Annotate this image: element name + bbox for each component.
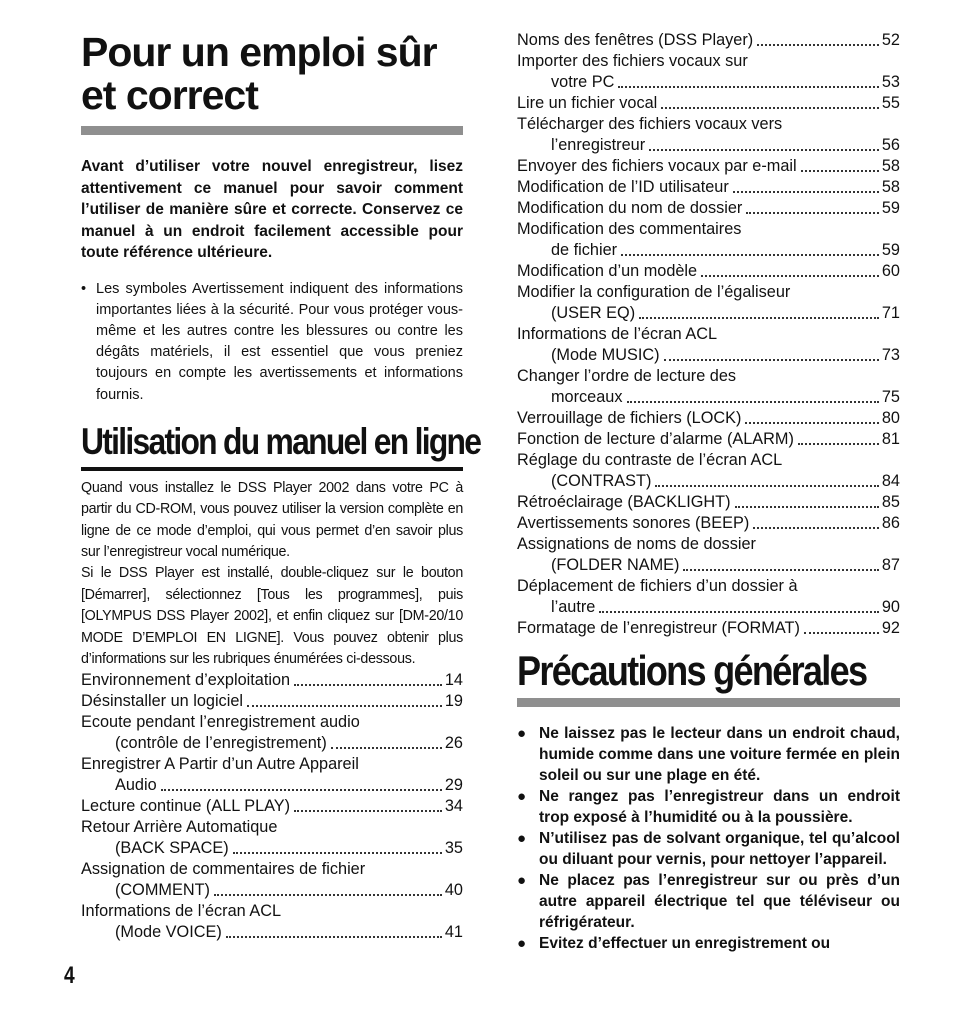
toc-leader-dots	[294, 684, 442, 686]
toc-entry	[517, 387, 900, 408]
toc-entry-page: 29	[444, 776, 463, 795]
toc-entry-page: 41	[444, 923, 463, 942]
toc-entry-page: 56	[881, 136, 900, 154]
toc-leader-dots	[331, 747, 442, 749]
right-column	[517, 0, 900, 954]
toc-leader-dots	[733, 191, 879, 193]
toc-entry-title: Avertissements sonores (BEEP)	[517, 514, 750, 532]
toc-entry-page: 59	[881, 241, 900, 259]
toc-entry	[517, 513, 900, 534]
toc-entry-title: Assignations de noms de dossier	[517, 535, 756, 553]
toc-leader-dots	[294, 810, 442, 812]
precautions-list	[517, 723, 900, 954]
toc-entry-title: Retour Arrière Automatique	[81, 818, 278, 837]
toc-leader-dots	[798, 443, 879, 445]
toc-leader-dots	[161, 789, 442, 791]
safety-warning-note	[81, 279, 463, 406]
toc-entry-page: 52	[881, 31, 900, 49]
toc-leader-dots	[649, 149, 879, 151]
toc-entry-page: 60	[881, 262, 900, 280]
toc-entry-title: Lire un fichier vocal	[517, 94, 658, 112]
precaution-item	[517, 723, 900, 786]
toc-entry	[517, 198, 900, 219]
toc-entry	[517, 51, 900, 72]
precaution-text: Ne laissez pas le lecteur dans un endroit chaud, humide comme dans une voiture fermée en plein soleil ou sur une plage en été.	[539, 725, 900, 784]
toc-entry-title: Assignation de commentaires de fichier	[81, 860, 366, 879]
toc-entry-title: Modifier la configuration de l’égaliseur	[517, 283, 791, 301]
toc-entry-page: 90	[881, 598, 900, 616]
safety-title-bar	[81, 126, 463, 135]
toc-entry-title: de fichier	[551, 241, 618, 259]
toc-entry-page: 75	[881, 388, 900, 406]
toc-entry-page: 40	[444, 881, 463, 900]
toc-entry-page: 58	[881, 157, 900, 175]
toc-entry	[81, 712, 463, 733]
toc-entry-page: 35	[444, 839, 463, 858]
toc-entry	[517, 492, 900, 513]
toc-entry	[517, 135, 900, 156]
precaution-item	[517, 933, 900, 954]
toc-entry-title: (FOLDER NAME)	[551, 556, 680, 574]
toc-entry-title: Rétroéclairage (BACKLIGHT)	[517, 493, 731, 511]
toc-entry	[517, 240, 900, 261]
toc-entry-page: 71	[881, 304, 900, 322]
toc-entry-title: (CONTRAST)	[551, 472, 652, 490]
toc-entry-title: Formatage de l’enregistreur (FORMAT)	[517, 619, 800, 637]
toc-entry	[517, 450, 900, 471]
toc-leader-dots	[804, 632, 879, 634]
toc-entry	[517, 429, 900, 450]
toc-entry-title: Importer des fichiers vocaux sur	[517, 52, 748, 70]
toc-entry-title: Déplacement de fichiers d’un dossier à	[517, 577, 798, 595]
toc-entry-page: 59	[881, 199, 900, 217]
toc-entry-title: (COMMENT)	[115, 881, 210, 900]
toc-entry-title: votre PC	[551, 73, 615, 91]
toc-entry	[517, 261, 900, 282]
toc-entry	[517, 177, 900, 198]
toc-entry	[517, 114, 900, 135]
toc-entry-title: Lecture continue (ALL PLAY)	[81, 797, 291, 816]
toc-entry	[517, 534, 900, 555]
toc-leader-dots	[655, 485, 878, 487]
toc-entry	[517, 471, 900, 492]
toc-entry-title: Informations de l’écran ACL	[517, 325, 718, 343]
toc-leader-dots	[226, 936, 442, 938]
toc-entry	[81, 670, 463, 691]
toc-entry-title: morceaux	[551, 388, 623, 406]
precaution-item	[517, 870, 900, 933]
toc-entry-title: Télécharger des fichiers vocaux vers	[517, 115, 783, 133]
toc-entry-title: Enregistrer A Partir d’un Autre Appareil	[81, 755, 359, 774]
toc-entry	[517, 555, 900, 576]
precautions-title-bar	[517, 698, 900, 707]
toc-entry	[81, 838, 463, 859]
toc-entry	[81, 691, 463, 712]
toc-entry-title: Modification des commentaires	[517, 220, 742, 238]
toc-entry-title: Réglage du contraste de l’écran ACL	[517, 451, 783, 469]
toc-entry-page: 87	[881, 556, 900, 574]
precaution-item	[517, 828, 900, 870]
toc-list-left	[81, 670, 463, 943]
toc-entry	[517, 219, 900, 240]
toc-entry	[517, 282, 900, 303]
toc-leader-dots	[746, 212, 879, 214]
toc-leader-dots	[683, 569, 878, 571]
toc-entry	[81, 733, 463, 754]
toc-entry-page: 81	[881, 430, 900, 448]
toc-entry	[81, 775, 463, 796]
toc-entry-title: Envoyer des fichiers vocaux par e-mail	[517, 157, 797, 175]
toc-leader-dots	[618, 86, 879, 88]
toc-entry-title: Noms des fenêtres (DSS Player)	[517, 31, 754, 49]
toc-list-right	[517, 30, 900, 639]
toc-entry-title: (Mode VOICE)	[115, 923, 222, 942]
toc-entry-title: Ecoute pendant l’enregistrement audio	[81, 713, 360, 732]
toc-entry-title: Modification d’un modèle	[517, 262, 698, 280]
toc-leader-dots	[664, 359, 879, 361]
safety-title-line2: et correct	[81, 72, 258, 118]
toc-entry-page: 53	[881, 73, 900, 91]
page-number: 4	[64, 962, 75, 989]
toc-entry-title: (BACK SPACE)	[115, 839, 229, 858]
toc-leader-dots	[627, 401, 879, 403]
toc-entry	[517, 345, 900, 366]
toc-entry-page: 84	[881, 472, 900, 490]
toc-entry	[517, 156, 900, 177]
online-manual-title: Utilisation du manuel en ligne	[81, 420, 481, 462]
toc-entry-page: 86	[881, 514, 900, 532]
bullet-mark: •	[81, 280, 87, 297]
safety-title	[81, 31, 463, 117]
toc-leader-dots	[247, 705, 442, 707]
bullet-dot-icon: ●	[517, 872, 527, 889]
toc-entry-title: Verrouillage de fichiers (LOCK)	[517, 409, 742, 427]
toc-leader-dots	[753, 527, 879, 529]
toc-entry-title: Modification de l’ID utilisateur	[517, 178, 729, 196]
toc-entry-title: (USER EQ)	[551, 304, 636, 322]
online-para-2: Si le DSS Player est installé, double-cliquez sur le bouton [Démarrer], sélectionnez [Tous les programmes], puis [OLYMPUS DSS Player 2002], et enfin cliquez sur [DM-20/10 MODE D’EMPLOI EN LIGNE]. Vous pouvez obtenir plus d’informations sur les rubriques énumérées ci-dessous.	[81, 565, 463, 667]
toc-entry-title: (contrôle de l’enregistrement)	[115, 734, 327, 753]
toc-entry-title: l’enregistreur	[551, 136, 646, 154]
toc-entry-page: 85	[881, 493, 900, 511]
toc-entry	[81, 796, 463, 817]
toc-entry-page: 14	[444, 671, 463, 690]
bullet-dot-icon: ●	[517, 725, 527, 742]
toc-entry	[81, 859, 463, 880]
precaution-text: Ne placez pas l’enregistreur sur ou près d’un autre appareil électrique tel que téléviseur ou réfrigérateur.	[539, 872, 900, 931]
toc-entry-page: 26	[444, 734, 463, 753]
toc-entry-title: Modification du nom de dossier	[517, 199, 743, 217]
toc-entry-title: (Mode MUSIC)	[551, 346, 660, 364]
toc-entry	[517, 576, 900, 597]
toc-entry-page: 58	[881, 178, 900, 196]
safety-intro: Avant d’utiliser votre nouvel enregistreur, lisez attentivement ce manuel pour savoir comment l’utiliser de manière sûre et correcte. Conservez ce manuel à un endroit facilement accessible pour toute référence ultérieure.	[81, 158, 463, 261]
precaution-text: N’utilisez pas de solvant organique, tel qu’alcool ou diluant pour vernis, pour nettoyer l’appareil.	[539, 830, 900, 868]
toc-entry-page: 34	[444, 797, 463, 816]
left-column	[81, 0, 481, 943]
toc-entry-page: 73	[881, 346, 900, 364]
precaution-text: Evitez d’effectuer un enregistrement ou	[539, 935, 831, 952]
toc-entry-title: Désinstaller un logiciel	[81, 692, 243, 711]
toc-leader-dots	[701, 275, 879, 277]
bullet-dot-icon: ●	[517, 788, 527, 805]
toc-entry	[517, 408, 900, 429]
precaution-item	[517, 786, 900, 828]
toc-leader-dots	[621, 254, 879, 256]
toc-entry	[517, 72, 900, 93]
toc-entry	[81, 754, 463, 775]
toc-entry	[517, 93, 900, 114]
safety-title-line1: Pour un emploi sûr	[81, 29, 437, 75]
precaution-text: Ne rangez pas l’enregistreur dans un endroit trop exposé à l’humidité ou à la poussière.	[539, 788, 900, 826]
toc-entry-title: Environnement d’exploitation	[81, 671, 291, 690]
toc-leader-dots	[214, 894, 442, 896]
toc-entry	[517, 366, 900, 387]
toc-entry-page: 19	[444, 692, 463, 711]
toc-entry-page: 92	[881, 619, 900, 637]
toc-entry	[517, 597, 900, 618]
toc-entry	[81, 922, 463, 943]
toc-entry-title: Informations de l’écran ACL	[81, 902, 282, 921]
toc-entry-page: 80	[881, 409, 900, 427]
toc-leader-dots	[757, 44, 879, 46]
safety-warning-text: Les symboles Avertissement indiquent des informations importantes liées à la sécurité. Pour vous protéger vous-même et les autres contre les blessures ou contre les dégâts matériels, il est essentiel que vous preniez toujours en compte les avertissements et informations fournis.	[96, 280, 463, 403]
toc-leader-dots	[661, 107, 879, 109]
toc-leader-dots	[801, 170, 879, 172]
bullet-dot-icon: ●	[517, 830, 527, 847]
toc-entry	[81, 817, 463, 838]
toc-entry-title: l’autre	[551, 598, 596, 616]
online-para-1: Quand vous installez le DSS Player 2002 dans votre PC à partir du CD-ROM, vous pouvez utiliser la version complète en ligne de ce mode d’emploi, qui vous permet d’en savoir plus sur l’enregistreur vocal numérique.	[81, 479, 463, 560]
toc-entry-title: Changer l’ordre de lecture des	[517, 367, 737, 385]
toc-entry	[81, 901, 463, 922]
toc-entry	[517, 324, 900, 345]
precautions-title: Précautions générales	[517, 647, 867, 694]
toc-leader-dots	[735, 506, 879, 508]
toc-entry-title: Fonction de lecture d’alarme (ALARM)	[517, 430, 794, 448]
bullet-dot-icon: ●	[517, 935, 527, 952]
toc-entry-page: 55	[881, 94, 900, 112]
toc-entry	[517, 618, 900, 639]
toc-entry-title: Audio	[115, 776, 157, 795]
toc-entry	[81, 880, 463, 901]
toc-leader-dots	[599, 611, 879, 613]
toc-entry	[517, 30, 900, 51]
toc-leader-dots	[233, 852, 442, 854]
toc-leader-dots	[639, 317, 879, 319]
toc-entry	[517, 303, 900, 324]
toc-leader-dots	[745, 422, 878, 424]
